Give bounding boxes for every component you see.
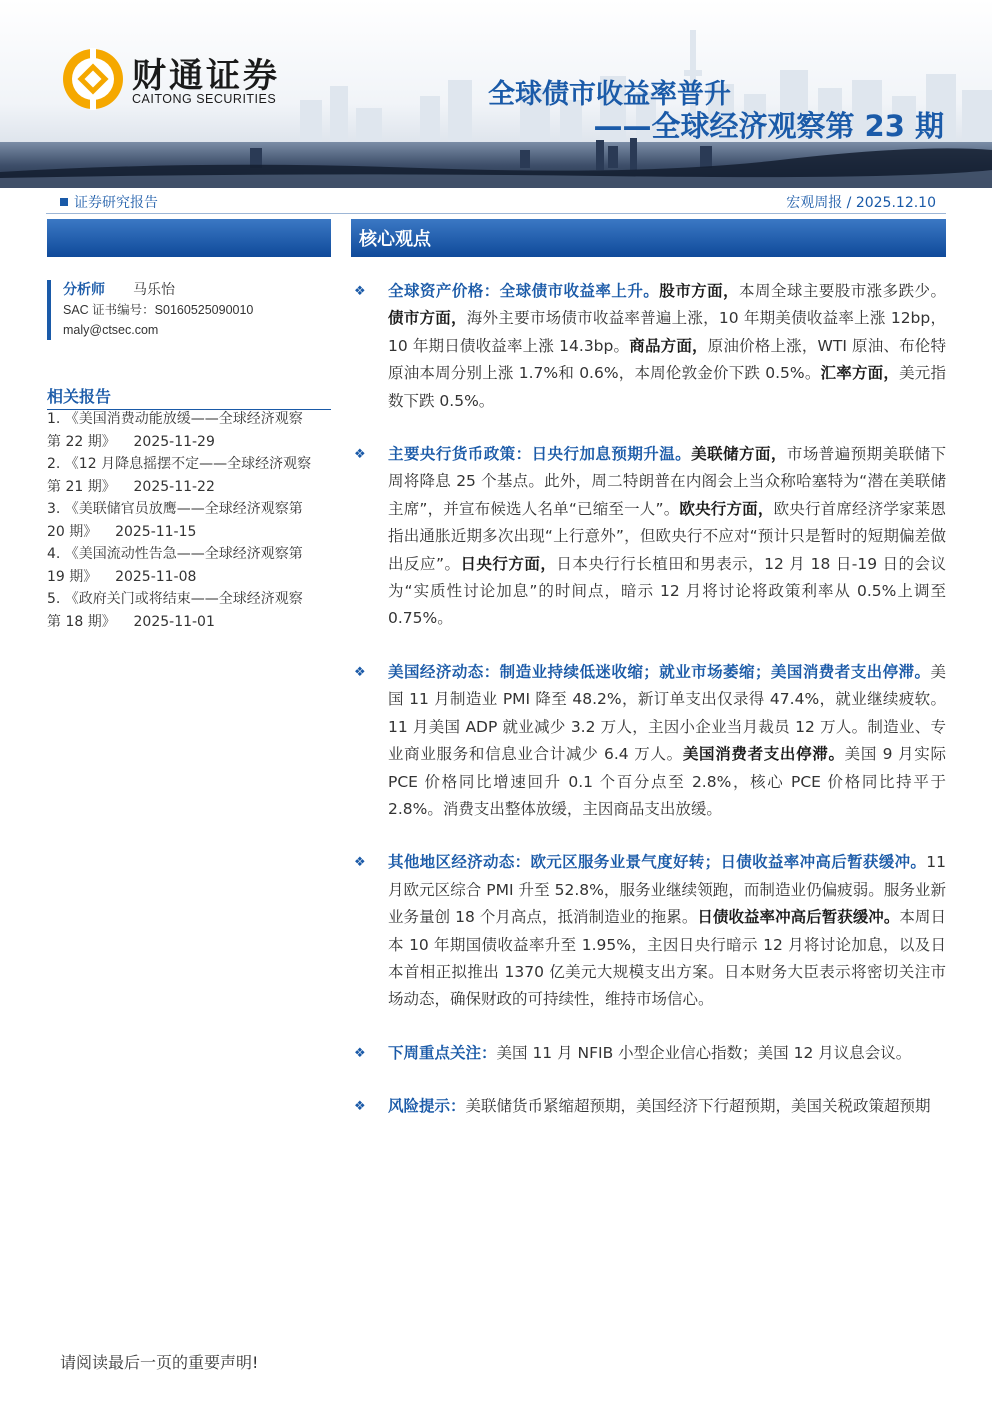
report-title: 全球债市收益率普升 — [488, 79, 731, 110]
header-divider — [46, 213, 946, 214]
diamond-bullet-icon: ❖ — [354, 447, 366, 463]
related-report-date: 第 18 期》 2025-11-01 — [47, 613, 215, 630]
viewpoint-subheading: 日央行方面， — [460, 554, 557, 573]
diamond-bullet-icon: ❖ — [354, 664, 366, 680]
doc-type — [60, 192, 158, 212]
viewpoint-heading: 美国经济动态：制造业持续低迷收缩；就业市场萎缩；美国消费者支出停滞。 — [388, 662, 931, 681]
viewpoint-subheading: 汇率方面， — [820, 364, 900, 383]
diamond-bullet-icon: ❖ — [354, 855, 366, 871]
viewpoint-text — [388, 278, 946, 415]
viewpoint-text — [388, 659, 946, 823]
viewpoint-item — [352, 441, 946, 633]
viewpoint-text — [388, 1093, 946, 1120]
viewpoint-text — [388, 849, 946, 1013]
related-report-date: 20 期》 2025-11-15 — [47, 523, 197, 540]
related-report-item[interactable] — [47, 588, 337, 633]
viewpoint-text — [388, 1040, 946, 1067]
caitong-logo-icon — [60, 46, 126, 112]
core-viewpoints-heading: 核心观点 — [351, 219, 946, 257]
viewpoint-subheading: 日债收益率冲高后暂获缓冲。 — [697, 908, 900, 927]
viewpoint-text — [388, 441, 946, 633]
related-report-item[interactable] — [47, 498, 337, 543]
viewpoint-body: 欧央行首席经济学家莱恩指出通胀近期多次出现“上行意外”，但欧央行不应对“预计只是暂时的短期偏差做出反应”。 — [388, 499, 946, 573]
related-report-date: 第 22 期》 2025-11-29 — [47, 433, 215, 450]
viewpoint-subheading: 美国消费者支出停滞。 — [682, 745, 845, 764]
square-bullet-icon — [60, 198, 68, 206]
viewpoint-subheading: 欧央行方面， — [679, 499, 774, 518]
report-subtitle: ——全球经济观察第 23 期 — [593, 109, 944, 143]
viewpoint-body: 美国 9 月实际 PCE 价格同比增速回升 0.1 个百分点至 2.8%，核心 PCE 价格同比持平于 2.8%。消费支出整体放缓，主因商品支出放缓。 — [388, 745, 946, 818]
viewpoint-body: 美国 11 月制造业 PMI 降至 48.2%，新订单支出仅录得 47.4%，就业继续疲软。11 月美国 ADP 就业减少 3.2 万人，主因小企业当月裁员 12 万人。制造业、专业商业服务和信息业合计减少 6.4 万人。 — [388, 662, 946, 764]
analyst-email[interactable]: maly@ctsec.com — [63, 323, 159, 337]
related-report-item[interactable] — [47, 543, 337, 588]
related-report-title: 5. 《政府关门或将结束——全球经济观察 — [47, 591, 303, 607]
logo-text-cn: 财通证券 — [132, 56, 280, 96]
viewpoint-body: 原油价格上涨，WTI 原油、布伦特原油本周分别上涨 1.7%和 0.6%，本周伦敦金价下跌 0.5%。 — [388, 336, 946, 383]
viewpoint-heading: 其他地区经济动态：欧元区服务业景气度好转；日债收益率冲高后暂获缓冲。 — [388, 853, 927, 872]
viewpoint-subheading: 股市方面， — [659, 282, 740, 300]
viewpoint-body: 本周全球主要股市涨多跌少。 — [739, 282, 946, 300]
viewpoint-subheading: 债市方面， — [388, 309, 467, 328]
report-header — [0, 0, 992, 188]
related-report-date: 第 21 期》 2025-11-22 — [47, 478, 215, 495]
related-report-title: 4. 《美国流动性告急——全球经济观察第 — [47, 546, 303, 562]
related-report-title: 2. 《12 月降息摇摆不定——全球经济观察 — [47, 456, 312, 472]
viewpoint-heading: 风险提示： — [388, 1097, 466, 1116]
viewpoint-body: 市场普遍预期美联储下周将降息 25 个基点。此外，周二特朗普在内阁会上当众称哈塞特为“潜在美联储主席”，并宣布候选人名单“已缩至一人”。 — [388, 445, 946, 518]
viewpoint-body: 11 月欧元区综合 PMI 升至 52.8%，服务业继续领跑，而制造业仍偏疲弱。服务业新业务量创 18 个月高点，抵消制造业的拖累。 — [388, 853, 946, 927]
viewpoint-heading: 下周重点关注： — [388, 1043, 497, 1062]
analyst-sac: SAC 证书编号：S0160525090010 — [63, 303, 254, 317]
diamond-bullet-icon: ❖ — [354, 1045, 366, 1061]
related-report-item[interactable] — [47, 408, 337, 453]
viewpoint-item — [352, 1093, 946, 1120]
viewpoint-item — [352, 1040, 946, 1067]
disclaimer-note: 请阅读最后一页的重要声明! — [60, 1353, 259, 1372]
viewpoint-body: 美国 11 月 NFIB 小型企业信心指数；美国 12 月议息会议。 — [496, 1043, 912, 1062]
analyst-block — [47, 280, 331, 340]
viewpoint-subheading: 商品方面， — [629, 336, 708, 355]
logo-text-en: CAITONG SECURITIES — [132, 92, 277, 106]
left-column-banner — [47, 219, 331, 257]
viewpoint-body: 美元指数下跌 0.5%。 — [388, 364, 946, 410]
related-reports-heading: 相关报告 — [47, 384, 331, 410]
analyst-role: 分析师 — [63, 282, 105, 298]
core-viewpoints-list — [352, 278, 946, 1147]
viewpoint-body: 海外主要市场债市收益率普遍上涨，10 年期美债收益率上涨 12bp，10 年期日债收益率上涨 14.3bp。 — [388, 309, 946, 355]
related-report-item[interactable] — [47, 453, 337, 498]
viewpoint-subheading: 美联储方面， — [691, 445, 787, 464]
viewpoint-item — [352, 278, 946, 415]
doc-type-label: 证券研究报告 — [74, 195, 158, 211]
category-date: 宏观周报 / 2025.12.10 — [786, 195, 936, 211]
viewpoint-item — [352, 849, 946, 1013]
related-reports-list — [47, 408, 337, 633]
company-logo — [60, 44, 300, 114]
diamond-bullet-icon: ❖ — [354, 1099, 366, 1115]
analyst-name: 马乐怡 — [133, 282, 175, 298]
viewpoint-body: 美联储货币紧缩超预期，美国经济下行超预期，美国关税政策超预期 — [465, 1097, 931, 1116]
viewpoint-heading: 主要央行货币政策：日央行加息预期升温。 — [388, 445, 692, 464]
viewpoint-body: 日本央行行长植田和男表示，12 月 18 日-19 日的会议为“实质性讨论加息”的时间点，暗示 12 月将讨论将政策利率从 0.5%上调至 0.75%。 — [388, 554, 946, 628]
analyst-row — [63, 280, 331, 300]
viewpoint-item — [352, 659, 946, 823]
related-report-date: 19 期》 2025-11-08 — [47, 568, 197, 585]
viewpoint-heading: 全球资产价格：全球债市收益率上升。 — [388, 282, 660, 300]
related-report-title: 1. 《美国消费动能放缓——全球经济观察 — [47, 411, 303, 427]
diamond-bullet-icon: ❖ — [354, 284, 366, 299]
related-report-title: 3. 《美联储官员放鹰——全球经济观察第 — [47, 501, 303, 517]
viewpoint-body: 本周日本 10 年期国债收益率升至 1.95%，主因日央行暗示 12 月将讨论加息，以及日本首相正拟推出 1370 亿美元大规模支出方案。日本财务大臣表示将密切关注市场动态，确保财政的可持续性，维持市场信心。 — [388, 908, 946, 1009]
